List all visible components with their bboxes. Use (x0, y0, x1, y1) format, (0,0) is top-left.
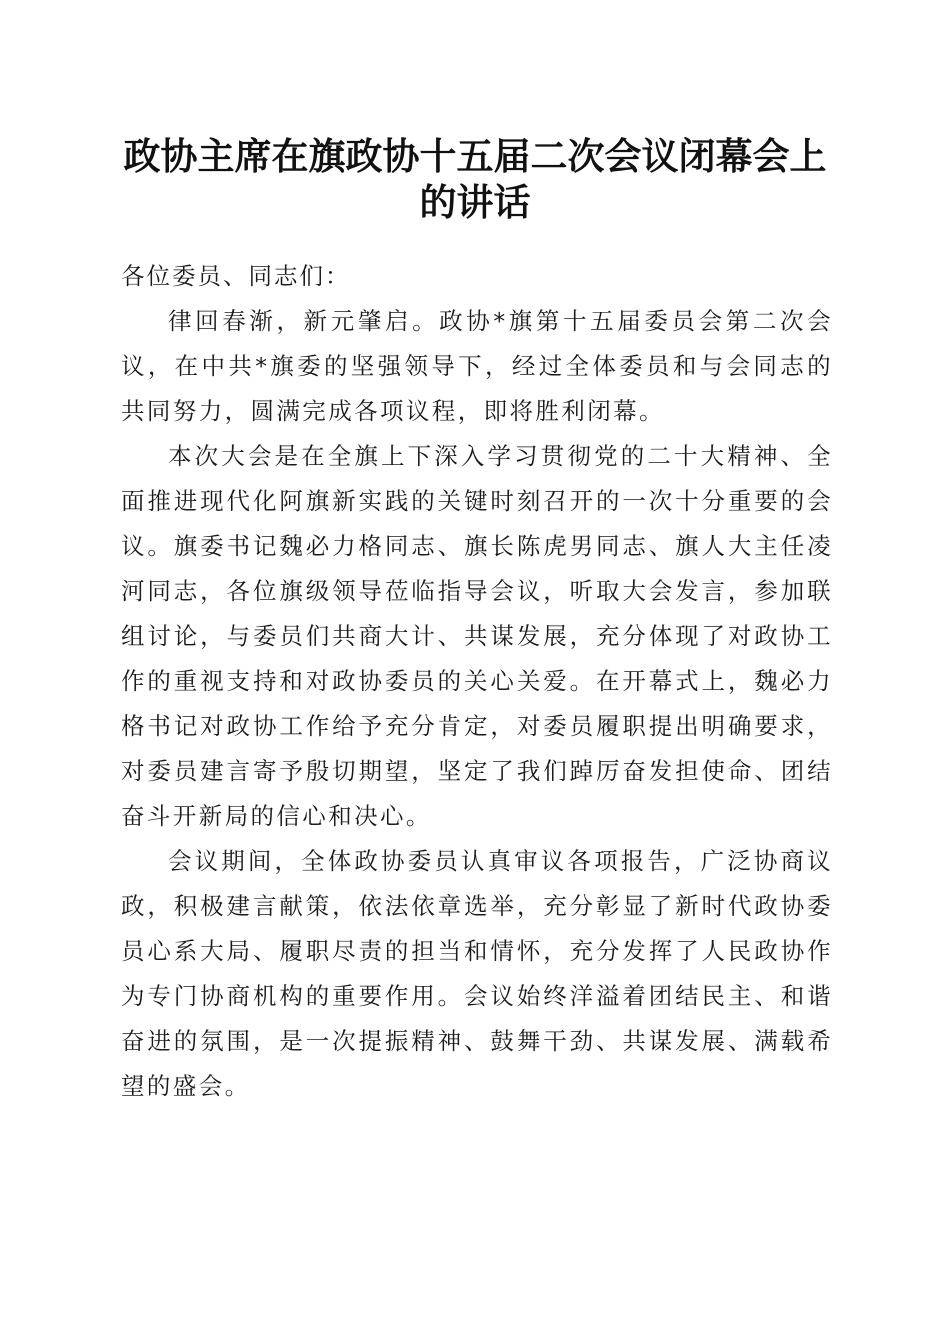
salutation: 各位委员、同志们： (121, 262, 351, 290)
paragraph-1: 律回春渐，新元肇启。政协*旗第十五届委员会第二次会议，在中共*旗委的坚强领导下，经过全体委员和与会同志的共同努力，圆满完成各项议程，即将胜利闭幕。 (121, 307, 833, 425)
paragraph-3: 会议期间，全体政协委员认真审议各项报告，广泛协商议政，积极建言献策，依法依章选举，充分彰显了新时代政协委员心系大局、履职尽责的担当和情怀，充分发挥了人民政协作为专门协商机构的重要作用。会议始终洋溢着团结民主、和谐奋进的氛围，是一次提振精神、鼓舞干劲、共谋发展、满载希望的盛会。 (121, 847, 833, 1100)
document-title: 政协主席在旗政协十五届二次会议闭幕会上的讲话 (123, 134, 827, 224)
document-body (121, 254, 833, 1109)
paragraph-2: 本次大会是在全旗上下深入学习贯彻党的二十大精神、全面推进现代化阿旗新实践的关键时刻召开的一次十分重要的会议。旗委书记魏必力格同志、旗长陈虎男同志、旗人大主任凌河同志，各位旗级领导莅临指导会议，听取大会发言，参加联组讨论，与委员们共商大计、共谋发展，充分体现了对政协工作的重视支持和对政协委员的关心关爱。在开幕式上，魏必力格书记对政协工作给予充分肯定，对委员履职提出明确要求，对委员建言寄予殷切期望，坚定了我们踔厉奋发担使命、团结奋斗开新局的信心和决心。 (121, 442, 833, 830)
